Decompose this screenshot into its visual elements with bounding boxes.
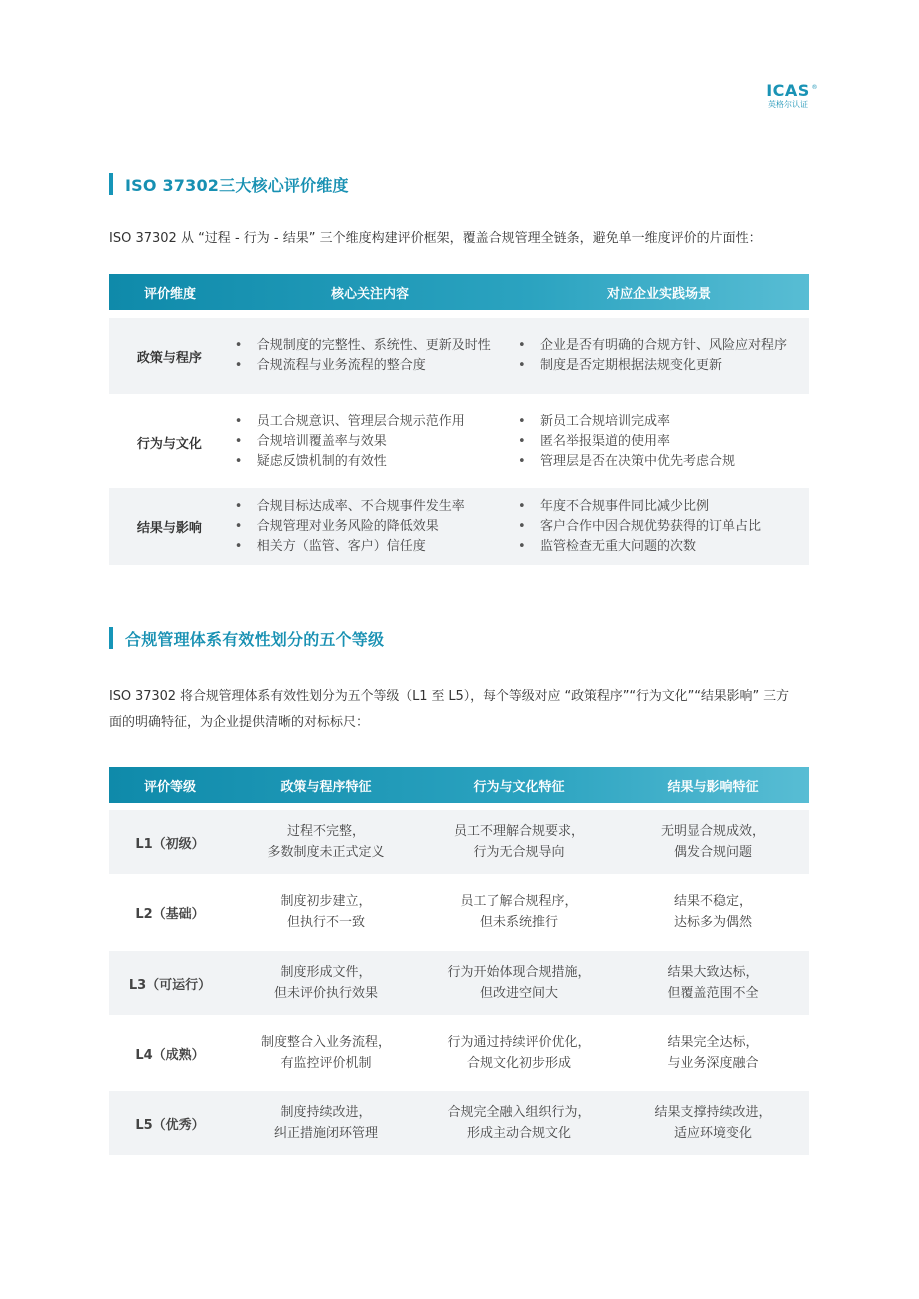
behavior-cell: 行为开始体现合规措施， 但改进空间大: [447, 965, 591, 1001]
level-label: L3（可运行）: [128, 977, 212, 993]
header-focus: 核心关注内容: [330, 286, 409, 302]
behavior-cell: 员工不理解合规要求， 行为无合规导向: [453, 824, 584, 860]
logo-subtitle: 英格尔认证: [768, 100, 808, 109]
policy-cell: 过程不完整， 多数制度未正式定义: [267, 824, 385, 860]
section2-intro: [109, 684, 811, 736]
header-policy: 政策与程序特征: [280, 779, 372, 795]
result-cell: 结果大致达标， 但覆盖范围不全: [667, 965, 759, 1001]
level-row: [109, 951, 809, 1015]
list-item: • 管理层是否在决策中优先考虑合规: [512, 452, 809, 472]
behavior-cell: 行为通过持续评价优化， 合规文化初步形成: [447, 1035, 591, 1071]
focus-list: [229, 497, 504, 557]
list-item: • 年度不合规事件同比减少比例: [512, 497, 809, 517]
header-result: 结果与影响特征: [667, 779, 759, 795]
dimension-label: 行为与文化: [136, 436, 202, 452]
level-label: L5（优秀）: [135, 1117, 205, 1133]
level-row: [109, 1021, 809, 1085]
dimension-row: [109, 404, 809, 480]
policy-cell: 制度整合入业务流程， 有监控评价机制: [260, 1035, 391, 1071]
section1-intro: ISO 37302 从 “过程 - 行为 - 结果” 三个维度构建评价框架，覆盖合规管理全链条，避免单一维度评价的片面性：: [109, 231, 762, 246]
level-label: L1（初级）: [135, 836, 205, 852]
dimension-label: 结果与影响: [136, 521, 202, 536]
level-row: [109, 880, 809, 944]
section2-heading: [109, 627, 384, 649]
list-item: • 合规管理对业务风险的降低效果: [229, 517, 504, 537]
section2-intro-line1: ISO 37302 将合规管理体系有效性划分为五个等级（L1 至 L5），每个等级对应 “政策程序”“行为文化”“结果影响” 三方: [109, 689, 789, 704]
heading-accent-bar: [109, 627, 113, 649]
result-cell: 结果不稳定， 达标多为偶然: [673, 894, 752, 930]
policy-cell: 制度初步建立， 但执行不一致: [280, 894, 372, 930]
result-cell: 无明显合规成效， 偶发合规问题: [660, 824, 765, 860]
result-cell: 结果支撑持续改进， 适应环境变化: [654, 1105, 772, 1141]
registered-mark: ®: [811, 84, 818, 91]
practice-list: [512, 412, 809, 472]
list-item: • 匿名举报渠道的使用率: [512, 432, 809, 452]
policy-cell: 制度形成文件， 但未评价执行效果: [273, 965, 378, 1001]
focus-list: [229, 336, 504, 376]
list-item: • 相关方（监管、客户）信任度: [229, 537, 504, 557]
logo-mark: ICAS: [766, 81, 810, 100]
header-behavior: 行为与文化特征: [473, 779, 565, 795]
heading-accent-bar: [109, 173, 113, 195]
list-item: • 监管检查无重大问题的次数: [512, 537, 809, 557]
header-dimension: 评价维度: [143, 286, 196, 302]
level-label: L4（成熟）: [135, 1047, 205, 1063]
practice-list: [512, 497, 809, 557]
practice-list: [512, 336, 809, 376]
icas-logo: [763, 81, 818, 110]
header-practice: 对应企业实践场景: [606, 286, 711, 302]
result-cell: 结果完全达标， 与业务深度融合: [667, 1035, 759, 1071]
dimension-row: [109, 318, 809, 394]
list-item: • 客户合作中因合规优势获得的订单占比: [512, 517, 809, 537]
level-label: L2（基础）: [135, 906, 205, 922]
list-item: • 新员工合规培训完成率: [512, 412, 809, 432]
behavior-cell: 合规完全融入组织行为， 形成主动合规文化: [447, 1105, 591, 1141]
level-row: [109, 810, 809, 874]
dimension-table-header: [109, 274, 809, 310]
section2-heading-text: 合规管理体系有效性划分的五个等级: [125, 629, 385, 649]
dimension-row: [109, 488, 809, 565]
level-table-header: [109, 767, 809, 803]
list-item: • 制度是否定期根据法规变化更新: [512, 356, 809, 376]
policy-cell: 制度持续改进， 纠正措施闭环管理: [273, 1105, 378, 1141]
list-item: • 合规培训覆盖率与效果: [229, 432, 504, 452]
dimension-label: 政策与程序: [136, 350, 202, 366]
level-row: [109, 1091, 809, 1155]
behavior-cell: 员工了解合规程序， 但未系统推行: [460, 894, 578, 930]
section1-heading-text: ISO 37302三大核心评价维度: [125, 175, 349, 195]
list-item: • 员工合规意识、管理层合规示范作用: [229, 412, 504, 432]
focus-list: [229, 412, 504, 472]
list-item: • 合规流程与业务流程的整合度: [229, 356, 504, 376]
list-item: • 疑虑反馈机制的有效性: [229, 452, 504, 472]
section2-intro-line2: 面的明确特征，为企业提供清晰的对标标尺：: [109, 715, 370, 730]
list-item: • 合规制度的完整性、系统性、更新及时性: [229, 336, 504, 356]
header-level: 评价等级: [143, 779, 196, 795]
section1-heading: [109, 173, 349, 195]
list-item: • 合规目标达成率、不合规事件发生率: [229, 497, 504, 517]
list-item: • 企业是否有明确的合规方针、风险应对程序: [512, 336, 809, 356]
